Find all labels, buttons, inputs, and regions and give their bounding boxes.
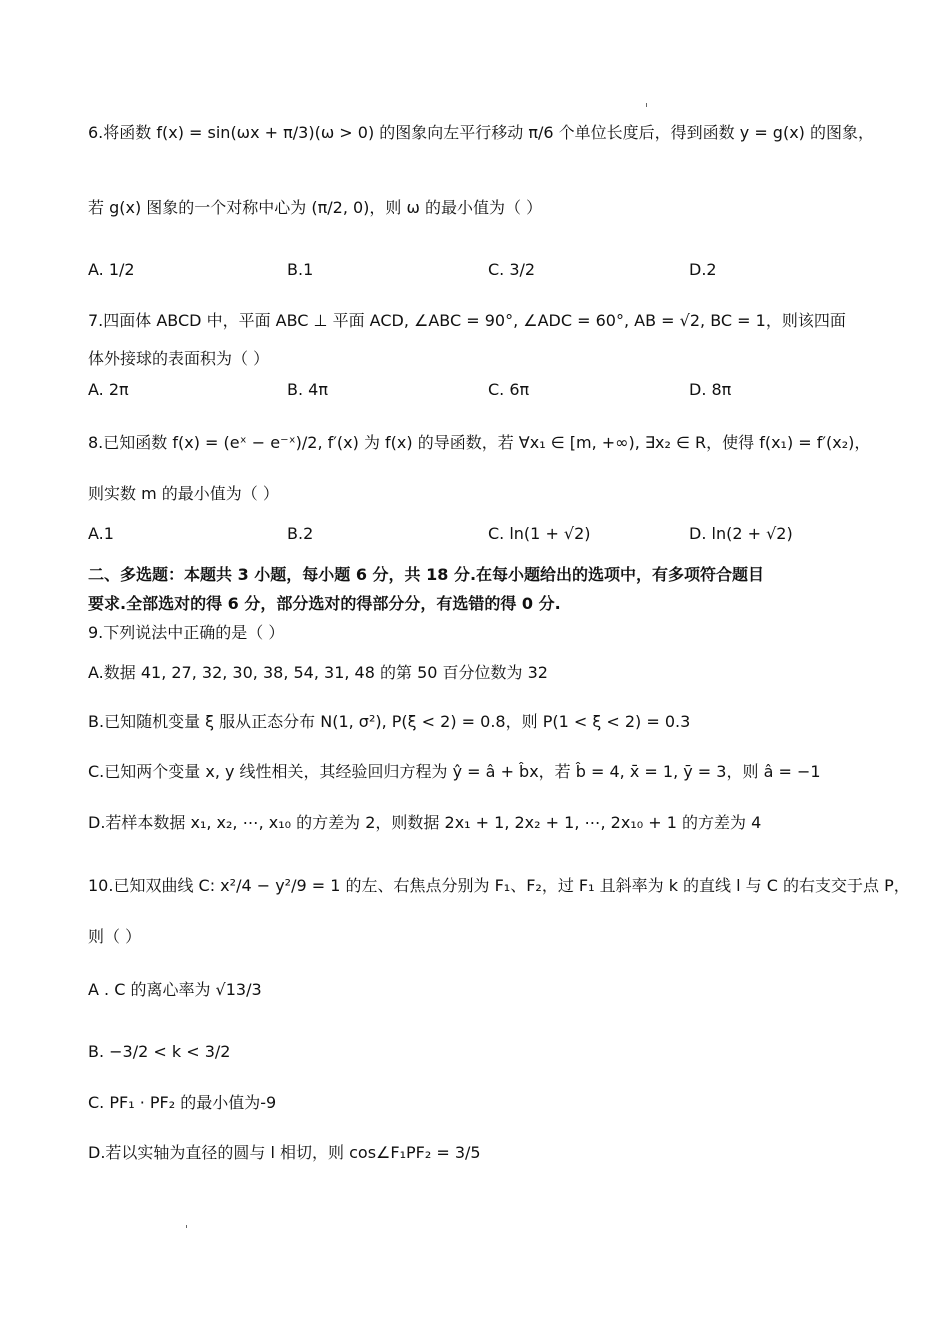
- q7-line2: 体外接球的表面积为（ ）: [88, 349, 270, 368]
- q6-option-a: A. 1/2: [88, 260, 135, 279]
- q10-line2: 则（ ）: [88, 927, 142, 946]
- q9-option-a: A.数据 41, 27, 32, 30, 38, 54, 31, 48 的第 50 百分位数为 32: [88, 663, 548, 682]
- q10-line1: 10.已知双曲线 C: x²/4 − y²/9 = 1 的左、右焦点分别为 F₁、F₂，过 F₁ 且斜率为 k 的直线 l 与 C 的右支交于点 P，: [88, 876, 910, 895]
- q8-line2: 则实数 m 的最小值为（ ）: [88, 484, 279, 503]
- q6-option-b: B.1: [287, 260, 314, 279]
- q7-line1: 7.四面体 ABCD 中，平面 ABC ⊥ 平面 ACD, ∠ABC = 90°, ∠ADC = 60°, AB = √2, BC = 1，则该四面: [88, 311, 846, 330]
- section2-heading-line2: 要求.全部选对的得 6 分，部分选对的得部分分，有选错的得 0 分.: [88, 594, 561, 613]
- q10-option-a: A . C 的离心率为 √13/3: [88, 980, 262, 999]
- q9-stem: 9.下列说法中正确的是（ ）: [88, 623, 285, 642]
- q9-option-d: D.若样本数据 x₁, x₂, ⋯, x₁₀ 的方差为 2，则数据 2x₁ + 1, 2x₂ + 1, ⋯, 2x₁₀ + 1 的方差为 4: [88, 813, 762, 832]
- scan-mark-bottom: [186, 1225, 187, 1228]
- q8-option-d: D. ln(2 + √2): [689, 524, 793, 543]
- q9-option-b: B.已知随机变量 ξ 服从正态分布 N(1, σ²), P(ξ < 2) = 0.8，则 P(1 < ξ < 2) = 0.3: [88, 712, 691, 731]
- q7-option-c: C. 6π: [488, 380, 530, 399]
- q10-option-b: B. −3/2 < k < 3/2: [88, 1042, 231, 1061]
- q9-option-c: C.已知两个变量 x, y 线性相关，其经验回归方程为 ŷ = â + b̂x，若 b̂ = 4, x̄ = 1, ȳ = 3，则 â = −1: [88, 762, 821, 781]
- q8-option-b: B.2: [287, 524, 314, 543]
- q6-line1: 6.将函数 f(x) = sin(ωx + π/3)(ω > 0) 的图象向左平行移动 π/6 个单位长度后，得到函数 y = g(x) 的图象，: [88, 123, 875, 142]
- q8-option-a: A.1: [88, 524, 114, 543]
- q10-option-c: C. PF₁ · PF₂ 的最小值为-9: [88, 1093, 277, 1112]
- q10-option-d: D.若以实轴为直径的圆与 l 相切，则 cos∠F₁PF₂ = 3/5: [88, 1143, 481, 1162]
- q7-option-a: A. 2π: [88, 380, 129, 399]
- q6-line2: 若 g(x) 图象的一个对称中心为 (π/2, 0)，则 ω 的最小值为（ ）: [88, 198, 543, 217]
- q6-option-c: C. 3/2: [488, 260, 536, 279]
- q6-option-d: D.2: [689, 260, 717, 279]
- q8-option-c: C. ln(1 + √2): [488, 524, 591, 543]
- section2-heading-line1: 二、多选题：本题共 3 小题，每小题 6 分，共 18 分.在每小题给出的选项中，有多项符合题目: [88, 565, 765, 584]
- q7-option-b: B. 4π: [287, 380, 328, 399]
- scan-mark: [646, 103, 647, 107]
- q7-option-d: D. 8π: [689, 380, 732, 399]
- q8-line1: 8.已知函数 f(x) = (eˣ − e⁻ˣ)/2, f′(x) 为 f(x) 的导函数，若 ∀x₁ ∈ [m, +∞), ∃x₂ ∈ R，使得 f(x₁) = f′(x₂)，: [88, 433, 871, 452]
